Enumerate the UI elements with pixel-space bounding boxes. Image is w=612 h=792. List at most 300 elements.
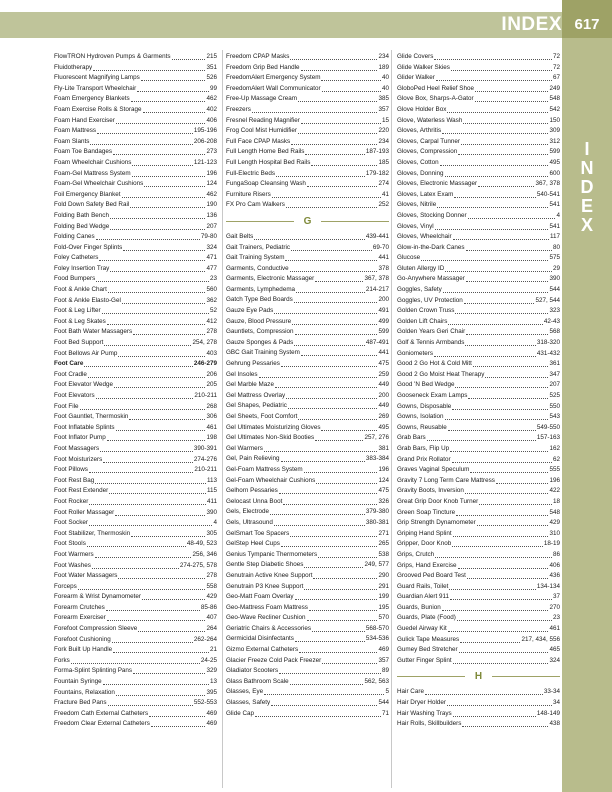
dot-leader	[80, 409, 206, 410]
index-entry	[397, 116, 560, 127]
entry-page: 541	[549, 201, 560, 209]
entry-term: Glacier Freeze Cold Pack Freezer	[226, 656, 322, 664]
dot-leader	[274, 313, 377, 314]
entry-term: Gentle Step Diabetic Shoes	[226, 561, 304, 569]
entry-page: 72	[552, 63, 560, 71]
entry-page: 449	[378, 402, 389, 410]
index-entry	[54, 709, 217, 720]
entry-term: Guards, Bunion	[397, 603, 441, 611]
entry-page: 62	[552, 455, 560, 463]
entry-term: Foam Wheelchair Cushions	[54, 158, 132, 166]
dot-leader	[296, 292, 365, 293]
index-entry	[226, 709, 389, 720]
index-sidebar-tab	[562, 38, 612, 792]
entry-page: 395	[206, 688, 217, 696]
dot-leader	[445, 271, 552, 272]
entry-page: 560	[206, 286, 217, 294]
index-entry	[397, 508, 560, 519]
entry-page: 555	[549, 466, 560, 474]
entry-term: Gloves, Electronic Massager	[397, 180, 478, 188]
dot-leader	[78, 589, 206, 590]
entry-term: Gloves, Nitrile	[397, 201, 437, 209]
index-entry	[54, 465, 217, 476]
index-entry	[226, 529, 389, 540]
entry-page: 41	[381, 190, 389, 198]
entry-page: 383-384	[365, 455, 389, 463]
dot-leader	[92, 568, 179, 569]
dot-leader	[116, 430, 206, 431]
index-entry	[226, 560, 389, 571]
entry-term: Gels, Ultrasound	[226, 518, 273, 526]
dot-leader	[309, 610, 378, 611]
index-entry	[226, 200, 389, 211]
entry-page: 148-149	[536, 709, 560, 717]
dot-leader	[294, 345, 365, 346]
entry-page: 257, 276	[364, 434, 389, 442]
index-entry	[226, 94, 389, 105]
entry-term: Go-Anywhere Massager	[397, 275, 465, 283]
index-entry	[54, 561, 217, 572]
dot-leader	[292, 324, 377, 325]
dot-leader	[95, 483, 206, 484]
index-entry	[226, 317, 389, 328]
entry-term: Foot Inflator Pump	[54, 434, 106, 442]
entry-term: Gauze Eye Pads	[226, 307, 274, 315]
index-entry	[397, 444, 560, 455]
index-entry	[397, 561, 560, 572]
entry-page: 117	[549, 233, 560, 241]
index-entry	[397, 656, 560, 667]
index-entry	[397, 306, 560, 317]
entry-page: 544	[378, 699, 389, 707]
entry-term: Fountain Syringe	[54, 678, 102, 686]
page-number: 617	[562, 0, 612, 38]
entry-page: 21	[209, 646, 217, 654]
dot-leader	[301, 70, 378, 71]
index-entry	[226, 190, 389, 201]
dot-leader	[281, 461, 365, 462]
entry-term: Foot Rest Extender	[54, 487, 109, 495]
entry-term: Gutter Finger Splint	[397, 656, 452, 664]
dot-leader	[479, 504, 552, 505]
entry-page: 72	[552, 53, 560, 60]
index-entry	[54, 582, 217, 593]
entry-page: 18-19	[543, 540, 560, 548]
index-entry	[226, 264, 389, 275]
entry-page: 4	[213, 519, 217, 527]
dot-leader	[456, 515, 548, 516]
entry-page: 85-86	[200, 603, 217, 611]
dot-leader	[453, 239, 549, 240]
dot-leader	[259, 377, 378, 378]
entry-term: Fold-Over Finger Splints	[54, 243, 123, 251]
index-entry	[54, 635, 217, 646]
entry-page: 318-320	[536, 339, 560, 347]
entry-term: Garments, Lymphedema	[226, 285, 296, 293]
entry-page: 526	[206, 74, 217, 82]
entry-page: 113	[206, 476, 217, 484]
entry-page: 23	[209, 275, 217, 283]
entry-term: Glide Covers	[397, 53, 434, 60]
entry-page: 402	[206, 105, 217, 113]
dot-leader	[96, 281, 209, 282]
entry-term: Goggles, Safety	[397, 286, 442, 294]
dot-leader	[275, 387, 378, 388]
entry-page: 196	[549, 476, 560, 484]
sidebar-letter: N	[580, 158, 594, 178]
entry-term: FreedomAlert Emergency System	[226, 74, 321, 82]
dot-leader	[172, 59, 206, 60]
entry-term: Hair Rolls, Skillbuilders	[397, 720, 462, 728]
entry-term: Foam Hand Exerciser	[54, 116, 115, 124]
index-entry	[397, 52, 560, 63]
index-entry	[54, 190, 217, 201]
index-entry	[54, 571, 217, 582]
entry-term: Furniture Risers	[226, 190, 271, 198]
dot-leader	[445, 419, 549, 420]
entry-page: 210-211	[194, 392, 217, 399]
dot-leader	[496, 483, 549, 484]
dot-leader	[108, 292, 206, 293]
entry-term: Gloves, Compression	[397, 148, 458, 156]
entry-page: 390-391	[193, 444, 217, 452]
index-entry	[54, 222, 217, 233]
dot-leader	[466, 250, 552, 251]
entry-term: Gloves, Stocking Donner	[397, 211, 467, 219]
entry-page: 552-553	[193, 699, 217, 707]
index-entry	[226, 147, 389, 158]
entry-page: 487-491	[365, 338, 389, 346]
index-entry	[54, 433, 217, 444]
index-entry	[226, 126, 389, 137]
index-entry	[397, 709, 560, 720]
dot-leader	[466, 334, 548, 335]
index-entry	[54, 52, 217, 63]
index-entry	[397, 243, 560, 254]
entry-term: Gowns, Isolation	[397, 413, 444, 421]
entry-term: Gel-Foam Mattress System	[226, 465, 303, 473]
entry-page: 80	[552, 243, 560, 251]
entry-page: 40	[381, 74, 389, 82]
dot-leader	[106, 610, 200, 611]
dot-leader	[475, 101, 549, 102]
entry-term: Fountains, Relaxation	[54, 688, 115, 696]
entry-page: 290	[378, 571, 389, 579]
dot-leader	[449, 589, 536, 590]
index-entry	[226, 370, 389, 381]
entry-page: 48-49, 523	[186, 540, 217, 548]
entry-page: 234	[378, 137, 389, 145]
dot-leader	[473, 366, 549, 367]
entry-page: 367, 378	[364, 275, 389, 283]
entry-page: 291	[378, 582, 389, 590]
index-entry	[54, 285, 217, 296]
dot-leader	[468, 218, 556, 219]
dot-leader	[96, 398, 194, 399]
dot-leader	[286, 207, 378, 208]
dot-leader	[452, 546, 543, 547]
entry-term: Glide Cap	[226, 709, 255, 717]
dot-leader	[316, 483, 377, 484]
dot-leader	[283, 504, 377, 505]
entry-term: Grooved Ped Board Test	[397, 572, 466, 580]
entry-term: Glasses, Safety	[226, 699, 271, 707]
index-entry	[226, 380, 389, 391]
entry-term: Gloves, Vinyl	[397, 222, 434, 230]
index-entry	[397, 571, 560, 582]
entry-page: 599	[549, 148, 560, 156]
entry-term: Foam Toe Bandages	[54, 148, 112, 156]
dot-leader	[137, 91, 209, 92]
entry-page: 475	[378, 360, 389, 368]
entry-term: Glow-in-the-Dark Canes	[397, 243, 465, 251]
entry-page: 187-193	[365, 148, 389, 156]
entry-term: Gel Mattress Overlay	[226, 391, 286, 399]
index-entry	[54, 423, 217, 434]
index-entry	[54, 518, 217, 529]
entry-term: Foot Bath Water Massagers	[54, 328, 133, 336]
entry-page: 214-217	[365, 285, 389, 293]
index-entry	[226, 433, 389, 444]
entry-term: Foot & Leg Lifter	[54, 307, 101, 315]
dot-leader	[322, 663, 377, 664]
index-entry	[397, 179, 560, 190]
dot-leader	[122, 303, 206, 304]
entry-term: Foot Cradle	[54, 370, 87, 378]
entry-page: 270	[549, 603, 560, 611]
entry-term: Foot Inflatable Splints	[54, 423, 115, 431]
index-entry	[397, 486, 560, 497]
index-entry	[226, 338, 389, 349]
entry-term: Foot Bed Support	[54, 339, 104, 347]
entry-page: 37	[552, 593, 560, 601]
index-entry	[397, 433, 560, 444]
index-column-3	[397, 52, 560, 730]
dot-leader	[477, 525, 549, 526]
dot-leader	[450, 451, 548, 452]
column-divider	[391, 50, 392, 788]
entry-term: Foot Rest Bag	[54, 476, 95, 484]
entry-term: Grab Bars, Flip Up	[397, 444, 450, 452]
index-entry	[226, 116, 389, 127]
sidebar-letter: D	[580, 177, 594, 197]
entry-page: 217, 434, 556	[521, 635, 560, 643]
entry-term: Full Length Hospital Bed Rails	[226, 158, 311, 166]
dot-leader	[290, 536, 377, 537]
index-entry	[226, 656, 389, 667]
entry-page: 441	[378, 349, 389, 357]
dot-leader	[103, 462, 193, 463]
entry-page: 278	[206, 572, 217, 580]
dot-leader	[132, 176, 206, 177]
entry-page: 550	[549, 402, 560, 410]
entry-term: Guard Rails, Toilet	[397, 582, 449, 590]
index-entry	[226, 137, 389, 148]
entry-term: Garments, Conductive	[226, 264, 289, 272]
index-entry	[54, 126, 217, 137]
index-entry	[397, 719, 560, 730]
entry-page: 441	[378, 254, 389, 262]
entry-page: 254, 278	[192, 339, 217, 347]
dot-leader	[307, 620, 378, 621]
entry-term: Gelocast Unna Boot	[226, 497, 283, 505]
dot-leader	[463, 123, 548, 124]
entry-term: Green Soap Tincture	[397, 508, 456, 516]
entry-term: Foot Massagers	[54, 444, 100, 452]
dot-leader	[304, 589, 377, 590]
entry-page: 278	[206, 328, 217, 336]
index-entry	[226, 179, 389, 190]
index-entry	[54, 592, 217, 603]
entry-term: Full Length Home Bed Rails	[226, 148, 305, 156]
index-entry	[397, 391, 560, 402]
index-entry	[226, 687, 389, 698]
dot-leader	[291, 144, 377, 145]
index-entry	[226, 169, 389, 180]
entry-term: Foam-Gel Mattress System	[54, 169, 131, 177]
entry-term: Gelhorn Pessaries	[226, 487, 278, 495]
index-entry	[54, 529, 217, 540]
page-title: INDEX	[501, 14, 562, 35]
entry-page: 196	[378, 465, 389, 473]
entry-page: 99	[209, 84, 217, 92]
index-entry	[397, 497, 560, 508]
section-heading	[226, 211, 389, 232]
dot-leader	[71, 663, 200, 664]
index-entry	[226, 592, 389, 603]
dot-leader	[88, 377, 206, 378]
entry-term: GelSmart Toe Spacers	[226, 529, 290, 537]
entry-term: Hair Washing Trays	[397, 709, 452, 717]
dot-leader	[448, 324, 542, 325]
entry-page: 134-134	[536, 582, 560, 590]
entry-term: Glucose	[397, 254, 421, 262]
entry-term: Gravity 7 Long Term Care Mattress	[397, 476, 495, 484]
entry-term: Foot Elevators	[54, 392, 95, 399]
entry-term: Foot Care	[54, 360, 84, 368]
entry-page: 411	[206, 497, 217, 505]
dot-leader	[131, 536, 205, 537]
index-entry	[397, 73, 560, 84]
dot-leader	[89, 525, 213, 526]
dot-leader	[95, 557, 192, 558]
index-entry	[397, 84, 560, 95]
dot-leader	[290, 59, 377, 60]
index-entry	[226, 518, 389, 529]
dot-leader	[458, 568, 549, 569]
entry-term: Great Grip Door Knob Turner	[397, 497, 479, 505]
entry-term: Foot Water Massagers	[54, 572, 118, 580]
index-entry	[54, 677, 217, 688]
dot-leader	[264, 694, 384, 695]
entry-term: Free-Up Massage Cream	[226, 95, 298, 103]
index-entry	[54, 179, 217, 190]
index-entry	[226, 412, 389, 423]
dot-leader	[452, 462, 552, 463]
entry-term: Forefoot Compression Sleeve	[54, 625, 138, 633]
entry-term: Guards, Plate (Food)	[397, 614, 456, 622]
entry-term: Foot Elevator Wedge	[54, 381, 114, 389]
index-entry	[54, 317, 217, 328]
dot-leader	[294, 302, 378, 303]
entry-page: 568	[549, 328, 560, 336]
index-entry	[54, 613, 217, 624]
dot-leader	[442, 610, 549, 611]
dot-leader	[87, 546, 186, 547]
index-entry	[226, 327, 389, 338]
dot-leader	[305, 154, 364, 155]
entry-page: 599	[378, 328, 389, 336]
index-entry	[54, 656, 217, 667]
dot-leader	[99, 260, 205, 261]
dot-leader	[436, 80, 552, 81]
index-entry	[397, 232, 560, 243]
dot-leader	[427, 440, 536, 441]
dot-leader	[276, 176, 365, 177]
dot-leader	[470, 472, 548, 473]
entry-term: Gait Trainers, Pediatric	[226, 243, 291, 251]
index-entry	[54, 274, 217, 285]
entry-term: Gladiator Scooters	[226, 667, 279, 675]
section-letter: G	[303, 215, 312, 227]
dot-leader	[279, 493, 378, 494]
dot-leader	[118, 578, 205, 579]
entry-term: Geriatric Chairs & Accessories	[226, 624, 312, 632]
dot-leader	[132, 165, 193, 166]
dot-leader	[434, 356, 536, 357]
index-entry	[226, 253, 389, 264]
index-entry	[226, 444, 389, 455]
entry-term: Genutrain P3 Knee Support	[226, 582, 304, 590]
dot-leader	[144, 186, 205, 187]
dot-leader	[460, 642, 520, 643]
entry-term: Garments, Electronic Massager	[226, 275, 315, 283]
entry-term: Foil Emergency Blanket	[54, 190, 121, 198]
entry-page: 543	[549, 413, 560, 421]
dot-leader	[448, 631, 549, 632]
entry-page: 380-381	[365, 518, 389, 526]
entry-term: Gloves, Carpal Tunner	[397, 137, 460, 145]
dot-leader	[435, 557, 552, 558]
index-entry	[226, 243, 389, 254]
index-entry	[226, 63, 389, 74]
entry-term: Golden Years Geri Chair	[397, 328, 466, 336]
entry-term: Guedel Airway Kit	[397, 625, 447, 633]
entry-page: 351	[206, 63, 217, 71]
index-entry	[54, 147, 217, 158]
entry-term: Forearm & Wrist Dynamometer	[54, 593, 142, 601]
entry-page: 575	[549, 254, 560, 262]
entry-page: 326	[378, 497, 389, 505]
index-entry	[397, 592, 560, 603]
entry-page: 538	[378, 550, 389, 558]
entry-page: 29	[552, 264, 560, 272]
dot-leader	[279, 673, 381, 674]
index-entry	[54, 94, 217, 105]
sidebar-letter: E	[580, 196, 593, 216]
entry-term: Gloves, Latex Exam	[397, 190, 454, 198]
entry-page: 495	[549, 158, 560, 166]
entry-page: 18	[552, 497, 560, 505]
entry-term: Gumey Bed Stretcher	[397, 646, 458, 654]
dot-leader	[443, 292, 549, 293]
dot-leader	[462, 726, 548, 727]
entry-term: Foot Washes	[54, 561, 91, 569]
index-entry	[397, 222, 560, 233]
entry-page: 195	[378, 603, 389, 611]
dot-leader	[110, 271, 205, 272]
dot-leader	[290, 271, 378, 272]
